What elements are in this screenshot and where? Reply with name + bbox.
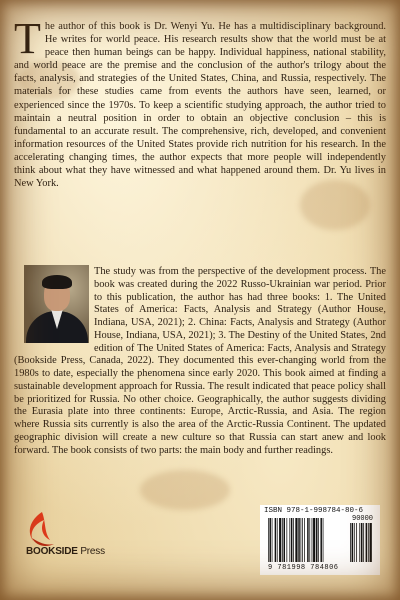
publisher-name: BOOKSIDE Press	[26, 546, 105, 557]
ean-barcode-bars	[268, 518, 346, 562]
author-blurb-text: he author of this book is Dr. Wenyi Yu. He has a multidisciplinary background. He writes for world peace. His research results show that the world must be at peace then human beings can be happy. Individual happiness, national stability, and world peace are the premise and the conclusion of the author's trilogy about the facts, analysis, and strategies of the United States, China, and Russia, respectively. The materials for these studies came from events the authors have seen, learned, or experienced since the 1970s. To keep a scientific studying approach, the author tried to maintain a neutral position in order to obtain an objective conclusion – this is fundamental to an accurate result. The comprehensive, rich, developed, and convenient information resources of the United States provide rich nutrition for his research. In the accelerating changing times, the author expects that more people will independently think about what they have witnessed and what happened around them. Dr. Yu lives in New York.	[14, 21, 386, 190]
isbn-barcode	[260, 505, 380, 575]
author-photo	[24, 265, 89, 343]
price-code: 90000	[352, 515, 374, 523]
barcode-digits: 9 781998 784806	[268, 564, 339, 572]
book-description-text: The study was from the perspective of the development process. The book was created during the 2022 Russo-Ukrainian war period. Prior to this publication, the author has had three books: 1. The United States of America: Facts, Analysis and Strategy (Author House, Indiana, USA, 2021); 2. China: Facts, Analysis and Strategy (Author House, Indiana, USA, 2021); 3. The Destiny of the United States, 2nd edition of The United States of America: Facts, Analysis and Strategy (Bookside Press, Canada, 2022). They documented this ever-changing world from the 1980s to date, especially the phenomena since early 2020. This book aimed at finding a sustainable development approach for Russia. The result indicated that peace policy shall be prioritized for Russia. No other choice. Geographically, the author suggests dividing the Eurasia plate into three continents: Europe, Arctic-Russia, and Asia. The region where Russia sits currently is also the area of the Arctic-Russia Continent. The updated geographic division will create a new culture so that Russia can start anew and look forward. The book consists of two parts: the main body and further readings.	[14, 266, 386, 456]
paper-stain	[140, 470, 230, 510]
bookside-flame-logo-icon	[22, 510, 102, 570]
author-blurb	[14, 14, 386, 190]
drop-cap: T	[14, 14, 41, 63]
isbn-label: ISBN 978-1-998784-80-6	[264, 507, 364, 515]
addon-barcode-bars	[350, 523, 376, 562]
